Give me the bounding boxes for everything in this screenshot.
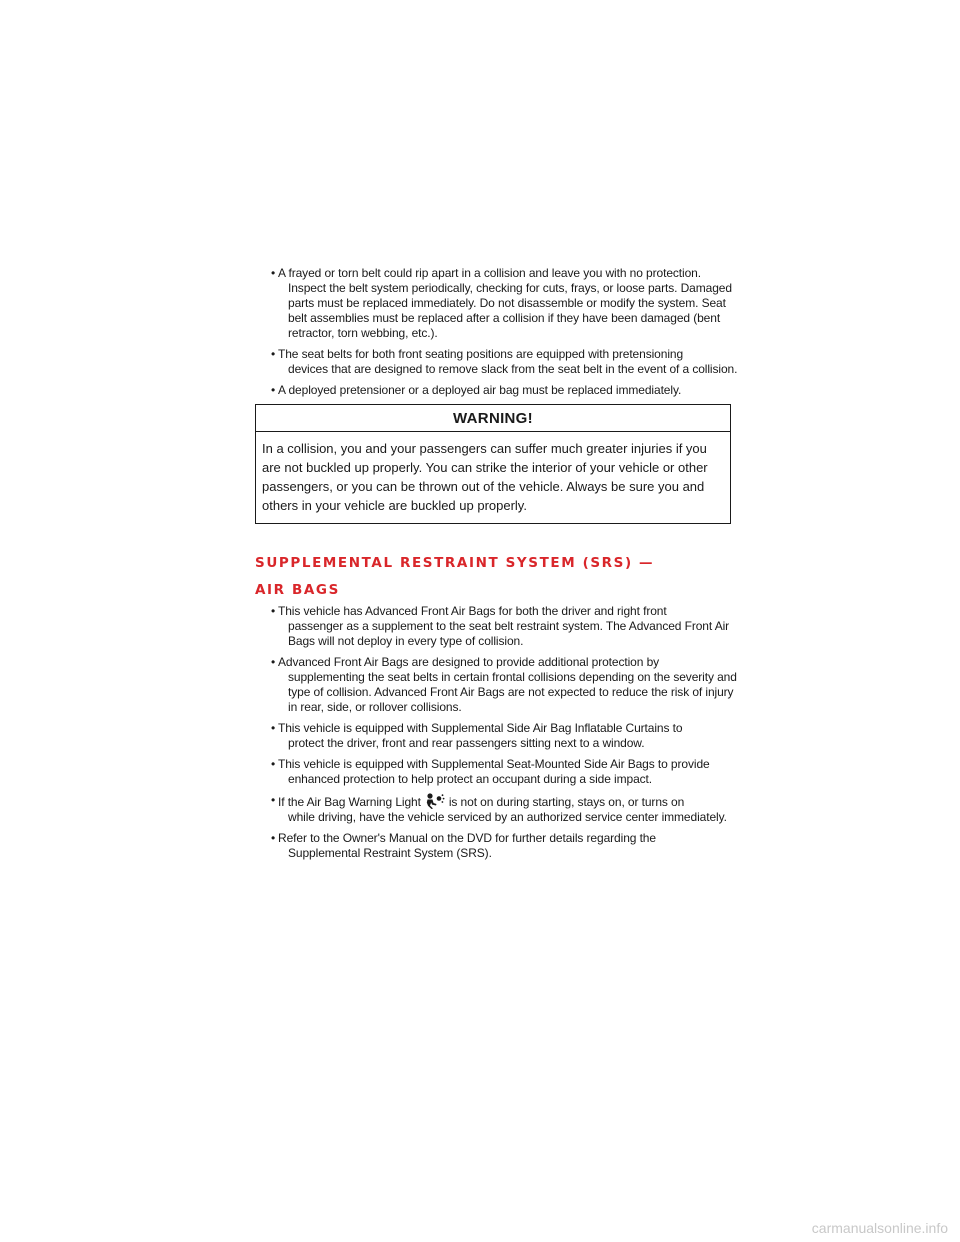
page-content bbox=[255, 266, 745, 867]
list-item bbox=[255, 655, 745, 715]
bullet-first-line: This vehicle is equipped with Supplemental Side Air Bag Inflatable Curtains to bbox=[278, 721, 683, 735]
bullet-text: while driving, have the vehicle serviced by an authorized service center immediately. bbox=[288, 810, 727, 824]
bullet-first-line: Advanced Front Air Bags are designed to provide additional protection by bbox=[278, 655, 660, 669]
bullet-dot: • bbox=[271, 347, 276, 361]
bullet-dot: • bbox=[271, 831, 276, 845]
bullet-first-line: A deployed pretensioner or a deployed air bag must be replaced immediately. bbox=[278, 383, 682, 397]
list-item bbox=[255, 757, 745, 787]
list-item bbox=[255, 604, 745, 649]
list-item bbox=[255, 383, 745, 398]
section-heading bbox=[255, 550, 745, 604]
airbag-bullet-list bbox=[255, 604, 745, 861]
section-heading-line2: AIR BAGS bbox=[255, 582, 340, 598]
airbag-text-after-icon: is not on during starting, stays on, or turns on bbox=[448, 795, 685, 809]
airbag-text-before-icon: If the Air Bag Warning Light bbox=[278, 795, 421, 809]
bullet-first-line: This vehicle has Advanced Front Air Bags for both the driver and right front bbox=[278, 604, 667, 618]
bullet-first-line: The seat belts for both front seating positions are equipped with pretensioning bbox=[278, 347, 684, 361]
bullet-text: protect the driver, front and rear passengers sitting next to a window. bbox=[288, 736, 645, 750]
warning-title: WARNING! bbox=[256, 405, 730, 432]
bullet-first-line: A frayed or torn belt could rip apart in a collision and leave you with no protection. bbox=[278, 266, 701, 280]
section-heading-line1: SUPPLEMENTAL RESTRAINT SYSTEM (SRS) — bbox=[255, 555, 655, 571]
list-item bbox=[255, 793, 745, 825]
bullet-text: supplementing the seat belts in certain frontal collisions depending on the severity and type of collision. Advanced Front Air Bags are not expected to reduce the risk of injury in rear, side, or rollover collisions. bbox=[288, 670, 737, 714]
list-item bbox=[255, 266, 745, 341]
list-item bbox=[255, 347, 745, 377]
airbag-warning-icon bbox=[424, 793, 446, 809]
bullet-text: Inspect the belt system periodically, checking for cuts, frays, or loose parts. Damaged parts must be replaced immediately. Do not disassemble or modify the system. Seat belt assemblies must be replaced after a collision if they have been damaged (bent retractor, torn webbing, etc.). bbox=[288, 281, 732, 340]
list-item bbox=[255, 721, 745, 751]
seat-belt-bullet-list bbox=[255, 266, 745, 398]
bullet-dot: • bbox=[271, 793, 276, 807]
bullet-dot: • bbox=[271, 757, 276, 771]
warning-box bbox=[255, 404, 731, 524]
bullet-text: Supplemental Restraint System (SRS). bbox=[288, 846, 492, 860]
bullet-first-line: Refer to the Owner's Manual on the DVD for further details regarding the bbox=[278, 831, 656, 845]
bullet-text: passenger as a supplement to the seat belt restraint system. The Advanced Front Air Bags will not deploy in every type of collision. bbox=[288, 619, 730, 648]
bullet-dot: • bbox=[271, 721, 276, 735]
list-item bbox=[255, 831, 745, 861]
warning-body: In a collision, you and your passengers can suffer much greater injuries if you are not buckled up properly. You can strike the interior of your vehicle or other passengers, or you can be thrown out of the vehicle. Always be sure you and others in your vehicle are buckled up properly. bbox=[262, 441, 708, 513]
bullet-text: devices that are designed to remove slack from the seat belt in the event of a collision. bbox=[288, 362, 738, 376]
bullet-dot: • bbox=[271, 383, 276, 397]
bullet-dot: • bbox=[271, 655, 276, 669]
bullet-dot: • bbox=[271, 266, 276, 280]
bullet-first-line bbox=[278, 793, 745, 810]
bullet-first-line: This vehicle is equipped with Supplemental Seat-Mounted Side Air Bags to provide bbox=[278, 757, 710, 771]
bullet-text: enhanced protection to help protect an occupant during a side impact. bbox=[288, 772, 653, 786]
bullet-dot: • bbox=[271, 604, 276, 618]
watermark: carmanualsonline.info bbox=[811, 1220, 948, 1236]
